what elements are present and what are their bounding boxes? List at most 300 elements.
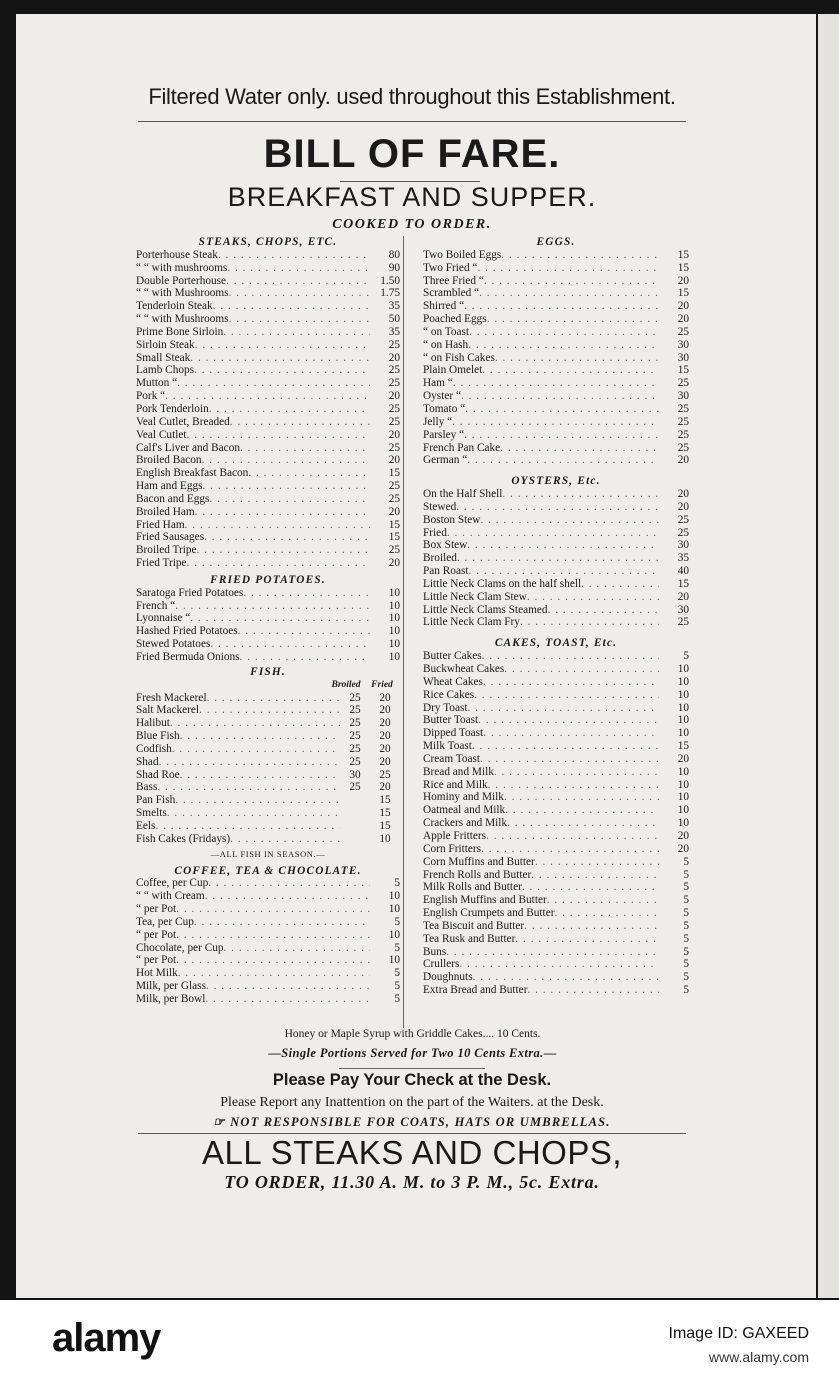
leader-dots	[227, 262, 370, 275]
item-name: Saratoga Fried Potatoes	[136, 586, 244, 599]
item-name: Rice and Milk	[423, 778, 488, 791]
item-name: Bread and Milk	[423, 765, 494, 778]
menu-item	[136, 416, 400, 429]
item-name: Salt Mackerel	[136, 704, 200, 717]
menu-item	[136, 557, 400, 570]
leader-dots	[480, 753, 659, 766]
menu-item	[136, 993, 400, 1006]
item-name: Little Neck Clam Stew	[423, 590, 527, 603]
menu-item	[136, 313, 400, 326]
item-name: Ham and Eggs	[136, 480, 203, 493]
leader-dots	[474, 689, 659, 702]
fish-item	[136, 692, 400, 705]
menu-item	[423, 249, 689, 262]
item-name: Double Porterhouse	[136, 274, 227, 287]
page-subtitle: BREAKFAST AND SUPPER.	[227, 182, 597, 212]
menu-item	[423, 843, 689, 856]
item-name: Butter Toast	[423, 714, 479, 727]
item-price: 25	[388, 480, 400, 493]
leader-dots	[548, 604, 659, 617]
item-price: 10	[388, 612, 400, 625]
leader-dots	[230, 833, 340, 846]
item-price: 20	[677, 829, 689, 842]
item-name: Two Fried “	[423, 261, 478, 274]
leader-dots	[477, 262, 659, 275]
honey-note: Honey or Maple Syrup with Griddle Cakes.... 10 Cents.	[284, 1028, 541, 1040]
item-name: Plain Omelet	[423, 364, 483, 377]
item-name: “ on Toast	[423, 325, 470, 338]
item-name: Pork “	[136, 390, 166, 403]
leader-dots	[167, 807, 340, 820]
leader-dots	[467, 454, 659, 467]
all-steaks-banner: ALL STEAKS AND CHOPS,	[201, 1134, 623, 1171]
item-name: Milk, per Bowl	[136, 992, 206, 1005]
item-price: 10	[677, 804, 689, 817]
item-name: Shirred “	[423, 300, 465, 313]
item-price: 5	[683, 971, 689, 984]
item-name: “ “ with Mushrooms	[136, 313, 229, 326]
item-name: Mutton “	[136, 377, 178, 390]
leader-dots	[178, 967, 370, 980]
item-name: Two Boiled Eggs	[423, 248, 502, 261]
leader-dots	[452, 416, 659, 429]
menu-item	[423, 753, 689, 766]
item-name: Blue Fish	[136, 730, 180, 743]
leader-dots	[238, 625, 370, 638]
item-name: Dry Toast	[423, 701, 468, 714]
item-price: 10	[677, 688, 689, 701]
price-broiled: 25	[349, 717, 361, 730]
menu-item	[136, 954, 400, 967]
menu-item	[423, 339, 689, 352]
item-price: 35	[677, 552, 689, 565]
item-name: Milk, per Glass	[136, 980, 206, 993]
leader-dots	[459, 958, 659, 971]
item-price: 10	[388, 928, 400, 941]
section-heading-eggs: EGGS.	[536, 236, 576, 248]
section-heading-oysters: OYSTERS, Etc.	[511, 475, 601, 488]
item-price: 10	[677, 778, 689, 791]
leader-dots	[226, 275, 370, 288]
menu-item	[423, 894, 689, 907]
price-broiled: 25	[349, 730, 361, 743]
item-name: Corn Fritters	[423, 842, 482, 855]
menu-item	[136, 980, 400, 993]
item-name: Tea Biscuit and Butter	[423, 919, 525, 932]
item-name: Fried Bermuda Onions	[136, 651, 240, 663]
not-responsible-note: ☞ NOT RESPONSIBLE FOR COATS, HATS OR UMBRELLAS.	[213, 1115, 611, 1129]
section-heading-cakes: CAKES, TOAST, Etc.	[494, 637, 618, 650]
menu-item	[136, 403, 400, 416]
leader-dots	[488, 779, 659, 792]
leader-dots	[464, 300, 659, 313]
menu-item	[423, 454, 689, 467]
menu-item	[423, 352, 689, 365]
leader-dots	[240, 651, 370, 664]
leader-dots	[461, 390, 659, 403]
page-title: BILL OF FARE.	[263, 132, 561, 176]
menu-item	[136, 429, 400, 442]
item-price: 30	[677, 539, 689, 552]
item-name: Wheat Cakes	[423, 675, 483, 688]
leader-dots	[484, 275, 659, 288]
menu-item	[423, 689, 689, 702]
menu-item	[423, 881, 689, 894]
fish-column-headers	[136, 679, 400, 692]
item-price: 25	[677, 513, 689, 526]
leader-dots	[495, 352, 659, 365]
item-price: 25	[388, 364, 400, 377]
item-name: Veal Cutlet, Breaded	[136, 415, 230, 428]
item-price: 25	[677, 325, 689, 338]
item-price: 30	[677, 338, 689, 351]
leader-dots	[155, 820, 340, 833]
item-name: Rice Cakes	[423, 688, 475, 701]
item-name: Jelly “	[423, 415, 453, 428]
leader-dots	[180, 769, 340, 782]
price-fried: 20	[379, 717, 391, 730]
leader-dots	[177, 377, 370, 390]
water-notice: Filtered Water only. used throughout this Establishment.	[148, 84, 676, 109]
item-price: 10	[677, 701, 689, 714]
leader-dots	[482, 364, 659, 377]
menu-item	[423, 488, 689, 501]
price-fried: 15	[379, 794, 391, 807]
item-name: English Breakfast Bacon	[136, 467, 249, 480]
report-note: Please Report any Inattention on the part of the Waiters. at the Desk.	[220, 1095, 604, 1110]
item-name: Porterhouse Steak	[136, 248, 218, 261]
item-price: 50	[388, 313, 400, 326]
section-heading-fish: FISH.	[250, 665, 286, 678]
menu-item	[423, 984, 689, 997]
leader-dots	[165, 390, 370, 403]
menu-item	[423, 591, 689, 604]
leader-dots	[199, 704, 340, 717]
menu-item	[423, 287, 689, 300]
leader-dots	[464, 429, 659, 442]
item-name: English Muffins and Butter	[423, 894, 547, 907]
leader-dots	[208, 877, 370, 890]
leader-dots	[483, 727, 659, 740]
item-price: 5	[683, 868, 689, 881]
leader-dots	[467, 539, 659, 552]
leader-dots	[175, 794, 340, 807]
fish-item	[136, 730, 400, 743]
leader-dots	[195, 339, 370, 352]
item-price: 30	[677, 351, 689, 364]
menu-item	[136, 877, 400, 890]
item-name: Tea Rusk and Butter	[423, 932, 516, 945]
item-price: 20	[677, 752, 689, 765]
item-price: 25	[388, 441, 400, 454]
item-name: Tenderloin Steak	[136, 300, 213, 313]
item-price: 25	[388, 544, 400, 557]
item-name: “ on Fish Cakes	[423, 351, 495, 364]
item-name: German “	[423, 454, 468, 467]
menu-item	[136, 651, 400, 664]
price-broiled: 25	[349, 742, 361, 755]
leader-dots	[465, 403, 659, 416]
leader-dots	[205, 890, 370, 903]
item-name: “ “ with Cream	[136, 890, 205, 903]
item-name: Little Neck Clams on the half shell	[423, 577, 582, 590]
item-price: 10	[388, 954, 400, 967]
menu-item	[136, 506, 400, 519]
leader-dots	[229, 313, 370, 326]
leader-dots	[446, 946, 659, 959]
menu-item	[423, 676, 689, 689]
menu-item	[136, 352, 400, 365]
item-name: Fried Sausages	[136, 531, 205, 544]
leader-dots	[209, 403, 370, 416]
leader-dots	[482, 650, 659, 663]
leader-dots	[478, 714, 659, 727]
image-id: Image ID: GAXEED	[668, 1325, 809, 1342]
item-price: 10	[388, 625, 400, 638]
price-fried: 20	[379, 742, 391, 755]
menu-item	[423, 702, 689, 715]
menu-item	[423, 946, 689, 959]
leader-dots	[197, 544, 370, 557]
leader-dots	[481, 843, 659, 856]
item-price: 10	[677, 714, 689, 727]
fish-item	[136, 781, 400, 794]
item-name: Pan Roast	[423, 565, 469, 578]
leader-dots	[515, 933, 659, 946]
leader-dots	[504, 663, 659, 676]
menu-item	[423, 869, 689, 882]
item-name: Veal Cutlet	[136, 428, 187, 441]
menu-item	[136, 262, 400, 275]
item-price: 5	[394, 877, 400, 890]
right-column	[423, 236, 689, 997]
leader-dots	[494, 766, 659, 779]
item-price: 5	[683, 894, 689, 907]
item-name: “ per Pot	[136, 903, 177, 916]
menu-item	[423, 933, 689, 946]
item-price: 25	[388, 415, 400, 428]
item-price: 15	[677, 364, 689, 377]
price-fried: 25	[379, 768, 391, 781]
leader-dots	[194, 916, 370, 929]
item-name: Apple Fritters	[423, 829, 487, 842]
item-price: 20	[677, 500, 689, 513]
leader-dots	[501, 249, 659, 262]
leader-dots	[522, 881, 659, 894]
menu-item	[136, 300, 400, 313]
item-price: 10	[677, 817, 689, 830]
menu-item	[136, 454, 400, 467]
item-price: 10	[677, 675, 689, 688]
menu-item	[423, 390, 689, 403]
item-name: Stewed Potatoes	[136, 638, 211, 651]
menu-item	[136, 364, 400, 377]
leader-dots	[505, 804, 659, 817]
fish-list	[136, 692, 400, 846]
item-name: English Crumpets and Butter	[423, 907, 555, 920]
leader-dots	[190, 352, 370, 365]
menu-item	[136, 916, 400, 929]
watermark-url: www.alamy.com	[708, 1349, 809, 1365]
item-name: Lyonnaise “	[136, 612, 191, 625]
item-name: Tomato “	[423, 402, 466, 415]
menu-item	[423, 616, 689, 629]
item-price: 10	[388, 586, 400, 599]
leader-dots	[187, 429, 370, 442]
menu-item	[423, 552, 689, 565]
price-fried: 20	[379, 691, 391, 704]
item-price: 15	[388, 518, 400, 531]
item-name: Stewed	[423, 500, 457, 513]
item-price: 90	[388, 261, 400, 274]
item-name: Fried Tripe	[136, 557, 187, 570]
leader-dots	[218, 249, 370, 262]
item-name: Halibut	[136, 717, 170, 730]
cooked-to-order: COOKED TO ORDER.	[332, 217, 492, 232]
menu-item	[423, 429, 689, 442]
menu-item	[136, 625, 400, 638]
leader-dots	[457, 552, 659, 565]
price-fried: 15	[379, 807, 391, 820]
price-fried: 20	[379, 704, 391, 717]
item-price: 5	[394, 915, 400, 928]
fish-note: —ALL FISH IN SEASON.—	[210, 848, 326, 859]
menu-item	[136, 638, 400, 651]
menu-item	[136, 442, 400, 455]
price-fried: 10	[379, 832, 391, 845]
leader-dots	[159, 756, 340, 769]
menu-item	[423, 578, 689, 591]
item-name: Oyster “	[423, 390, 461, 403]
menu-item	[423, 779, 689, 792]
menu-item	[423, 403, 689, 416]
menu-item	[423, 650, 689, 663]
fish-item	[136, 769, 400, 782]
item-price: 10	[388, 903, 400, 916]
item-price: 5	[683, 932, 689, 945]
item-price: 25	[677, 402, 689, 415]
leader-dots	[206, 980, 370, 993]
item-price: 25	[677, 377, 689, 390]
price-broiled: 25	[349, 781, 361, 794]
fish-item	[136, 704, 400, 717]
menu-item	[136, 339, 400, 352]
menu-item	[136, 587, 400, 600]
item-name: Hot Milk	[136, 967, 178, 980]
leader-dots	[469, 326, 659, 339]
item-name: Little Neck Clams Steamed	[423, 603, 548, 616]
fish-item	[136, 794, 400, 807]
item-price: 20	[388, 351, 400, 364]
price-broiled: 25	[349, 704, 361, 717]
item-name: Oatmeal and Milk	[423, 804, 506, 817]
menu-item	[423, 971, 689, 984]
item-name: Crullers	[423, 958, 460, 971]
fish-item	[136, 833, 400, 846]
menu-item	[423, 856, 689, 869]
item-price: 25	[677, 428, 689, 441]
menu-item	[423, 727, 689, 740]
to-order-note: TO ORDER, 11.30 A. M. to 3 P. M., 5c. Extra.	[224, 1172, 600, 1192]
menu-item	[136, 467, 400, 480]
price-broiled: 25	[349, 691, 361, 704]
item-price: 15	[677, 261, 689, 274]
item-price: 35	[388, 325, 400, 338]
item-name: Fresh Mackerel	[136, 691, 207, 704]
menu-item	[136, 390, 400, 403]
menu-item	[136, 275, 400, 288]
leader-dots	[210, 638, 370, 651]
leader-dots	[504, 791, 659, 804]
item-price: 15	[388, 467, 400, 480]
item-name: Fish Cakes (Fridays)	[136, 832, 231, 845]
item-name: Pork Tenderloin	[136, 402, 209, 415]
leader-dots	[180, 730, 340, 743]
leader-dots	[248, 467, 370, 480]
item-name: “ per Pot	[136, 928, 177, 941]
item-name: Cream Toast	[423, 752, 481, 765]
item-name: Dipped Toast	[423, 727, 484, 740]
menu-item	[136, 929, 400, 942]
cakes-list	[423, 650, 689, 997]
menu-item	[423, 663, 689, 676]
menu-item	[423, 313, 689, 326]
menu-item	[136, 903, 400, 916]
item-name: “ on Hash	[423, 338, 469, 351]
oysters-list	[423, 488, 689, 629]
leader-dots	[202, 454, 370, 467]
item-price: 15	[677, 287, 689, 300]
item-name: Box Stew	[423, 539, 468, 552]
item-name: Scrambled “	[423, 287, 480, 300]
item-name: On the Half Shell	[423, 488, 503, 501]
item-price: 5	[683, 881, 689, 894]
menu-item	[136, 600, 400, 613]
leader-dots	[176, 954, 370, 967]
item-price: 10	[677, 727, 689, 740]
item-price: 10	[388, 638, 400, 651]
item-price: 80	[388, 248, 400, 261]
item-name: Chocolate, per Cup	[136, 941, 224, 954]
item-price: 30	[677, 603, 689, 616]
leader-dots	[176, 903, 370, 916]
fish-col-broiled: Broiled	[331, 679, 361, 690]
item-name: Shad	[136, 755, 159, 768]
item-name: Buckwheat Cakes	[423, 663, 505, 675]
item-name: Sirloin Steak	[136, 338, 195, 351]
leader-dots	[213, 300, 370, 313]
menu-item	[136, 519, 400, 532]
leader-dots	[447, 527, 659, 540]
menu-item	[136, 942, 400, 955]
item-name: “ “ with Mushrooms	[136, 287, 229, 300]
item-price: 15	[677, 248, 689, 261]
leader-dots	[204, 531, 370, 544]
item-name: Doughnuts	[423, 971, 473, 984]
item-name: French Pan Cake	[423, 441, 501, 454]
item-price: 5	[394, 967, 400, 980]
item-name: Broiled	[423, 552, 457, 565]
item-name: Butter Cakes	[423, 650, 482, 663]
item-name: Broiled Bacon	[136, 454, 202, 467]
item-price: 20	[677, 488, 689, 501]
menu-item	[423, 565, 689, 578]
leader-dots	[486, 830, 659, 843]
item-price: 10	[388, 651, 400, 663]
price-fried: 20	[379, 730, 391, 743]
section-heading-coffee: COFFEE, TEA & CHOCOLATE.	[174, 864, 362, 877]
menu-item	[423, 501, 689, 514]
